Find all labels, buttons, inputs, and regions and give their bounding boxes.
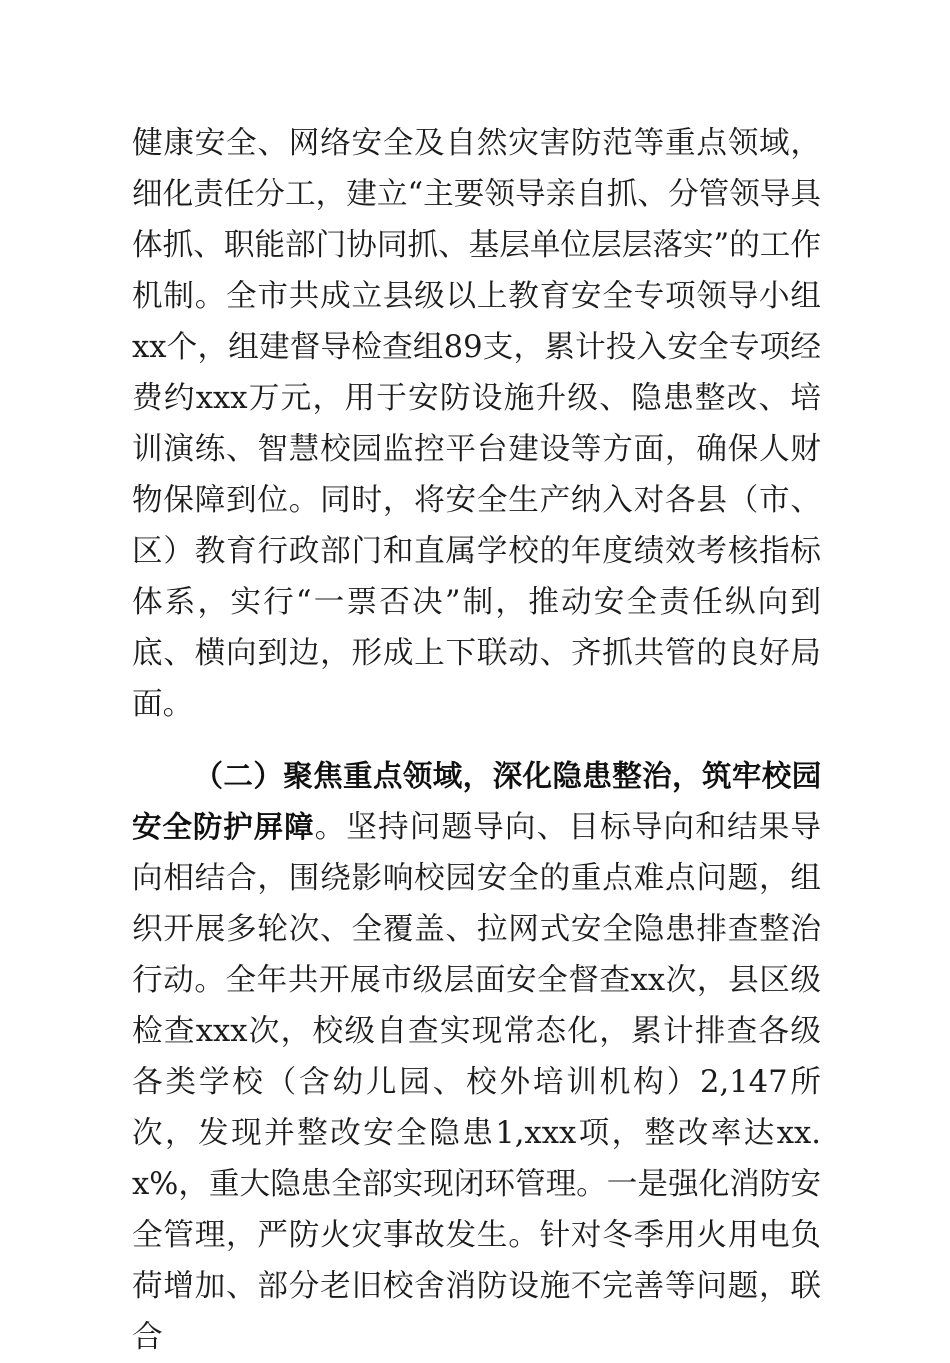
paragraph-section-two (132, 751, 821, 1363)
paragraph-2-text: 。坚持问题导向、目标导向和结果导向相结合，围绕影响校园安全的重点难点问题，组织开展多轮次、全覆盖、拉网式安全隐患排查整治行动。全年共开展市级层面安全督查xx次，县区级检查xxx次，校级自查实现常态化，累计排查各级各类学校（含幼儿园、校外培训机构）2,147所次，发现并整改安全隐患1,xxx项，整改率达xx.x%，重大隐患全部实现闭环管理。一是强化消防安全管理，严防火灾事故发生。针对冬季用火用电负荷增加、部分老旧校舍消防设施不完善等问题，联合 (132, 810, 821, 1355)
paragraph-1-text: 健康安全、网络安全及自然灾害防范等重点领域，细化责任分工，建立“主要领导亲自抓、分管领导具体抓、职能部门协同抓、基层单位层层落实”的工作机制。全市共成立县级以上教育安全专项领导小组xx个，组建督导检查组89支，累计投入安全专项经费约xxx万元，用于安防设施升级、隐患整改、培训演练、智慧校园监控平台建设等方面，确保人财物保障到位。同时，将安全生产纳入对各县（市、区）教育行政部门和直属学校的年度绩效考核指标体系，实行“一票否决”制，推动安全责任纵向到底、横向到边，形成上下联动、齐抓共管的良好局面。 (132, 126, 821, 722)
section-heading-two: （二）聚焦重点领域，深化隐患整治，筑牢校园安全防护屏障 (132, 759, 821, 844)
paragraph-continuation (132, 118, 821, 730)
document-text-column (132, 118, 821, 1363)
